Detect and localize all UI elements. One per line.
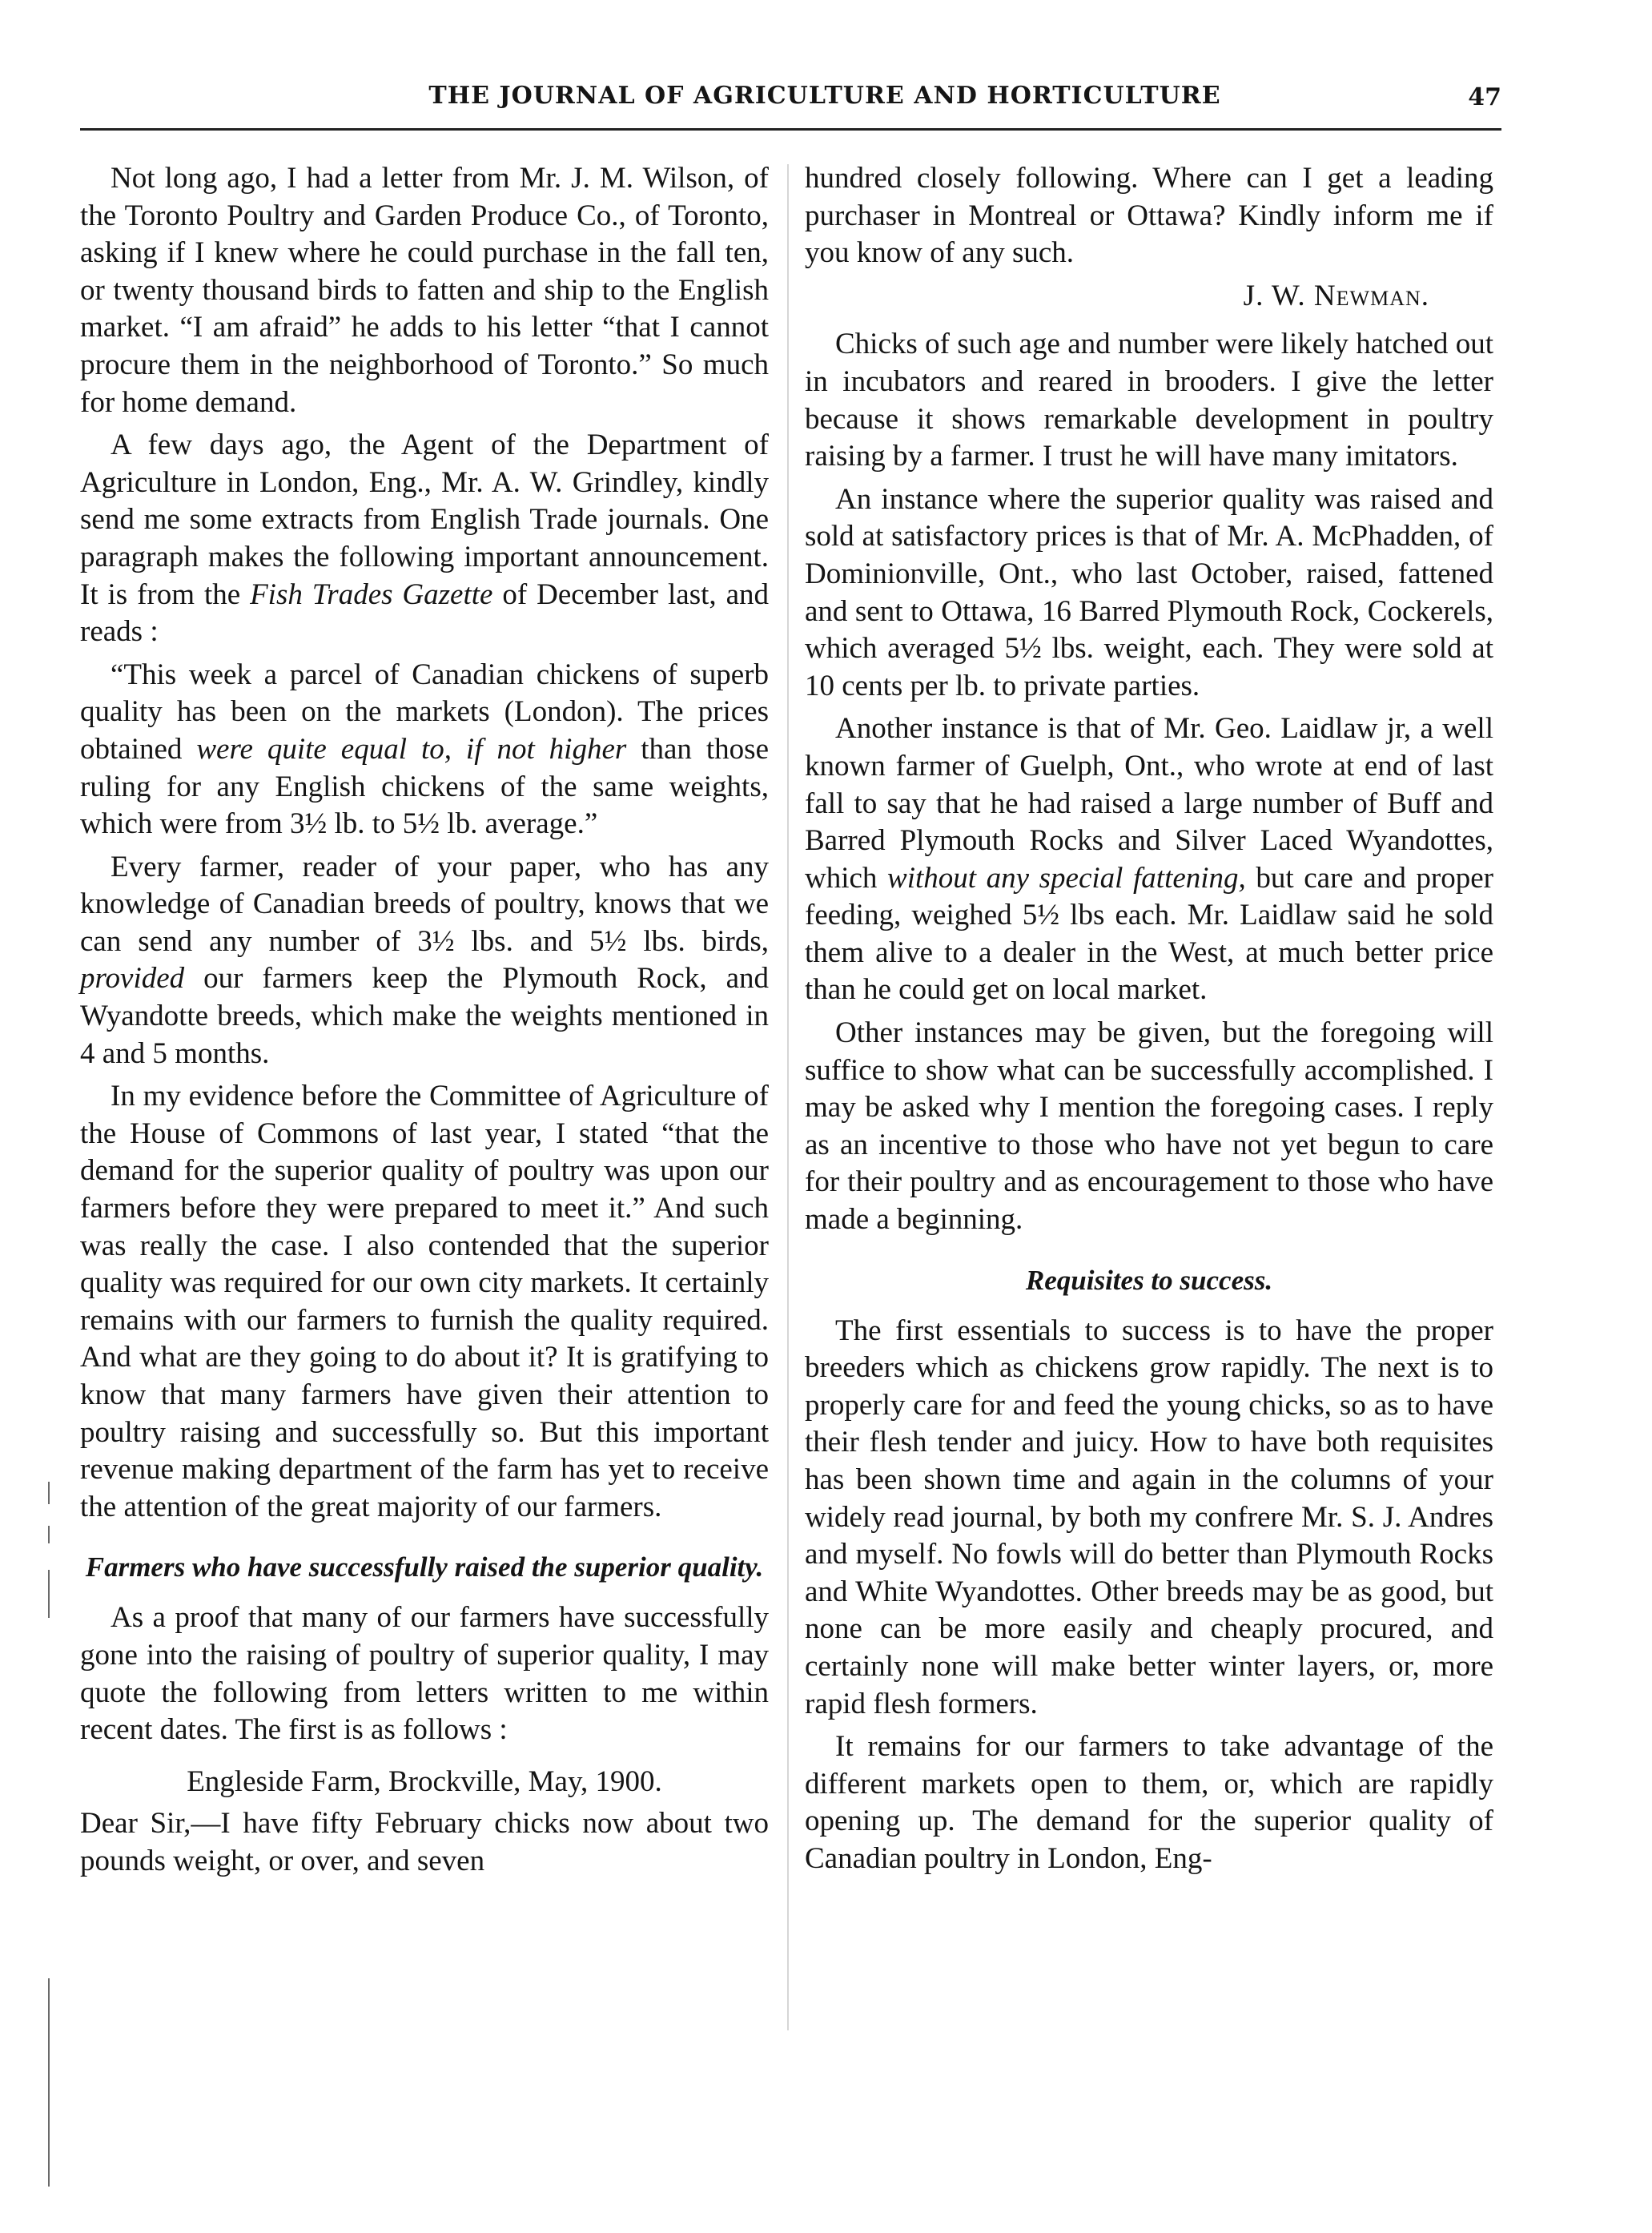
left-column <box>80 160 769 1886</box>
paragraph <box>805 710 1493 1009</box>
emphasis: provided <box>80 962 185 996</box>
section-heading: Requisites to success. <box>1025 1264 1273 1296</box>
paragraph: It remains for our farmers to take advantage of the different markets open to them, or, which are rapidly opening up. The demand for the superior quality of Canadian poultry in London, Eng- <box>805 1730 1493 1875</box>
margin-mark <box>48 1482 50 1504</box>
paragraph: Chicks of such age and number were likely hatched out in incubators and reared in brooders. I give the letter because it shows remarkable development in poultry raising by a farmer. I trust he will have many imitators. <box>805 328 1493 473</box>
paragraph <box>80 427 769 651</box>
text-run: our farmers keep the Plymouth Rock, and Wyandotte breeds, which make the weights mentioned in 4 and 5 months. <box>80 962 769 1070</box>
letter-body: Dear Sir,—I have fifty February chicks now about two pounds weight, or over, and seven <box>80 1807 769 1877</box>
text-run: than those ruling for any English chickens of the same weights, which were from 3½ lb. to 5½ lb. average.” <box>80 732 769 841</box>
right-column <box>805 160 1493 1884</box>
text-run: of December last, and reads : <box>80 577 769 649</box>
header-rule <box>80 128 1501 131</box>
margin-mark <box>48 1526 50 1543</box>
letter-signature <box>805 278 1493 316</box>
emphasis: were quite equal to, if not higher <box>196 732 627 766</box>
paragraph: In my evidence before the Committee of Agriculture of the House of Commons of last year, I stated “that the demand for the superior quality of poultry was upon our farmers before they were prepared to meet it.” And such was really the case. I also contended that the superior quality was required for our own city markets. It certainly remains with our farmers to furnish the quality required. And what are they going to do about it? It is gratifying to know that many farmers have given their attention to poultry raising and successfully so. But this important revenue making department of the farm has yet to receive the attention of the great majority of our farmers. <box>80 1080 769 1523</box>
section-heading: Farmers who have successfully raised the superior quality. <box>85 1551 764 1583</box>
emphasis: without any special fattening, <box>887 861 1246 895</box>
letter-dateline: Engleside Farm, Brockville, May, 1900. <box>187 1764 662 1798</box>
text-run: but care and proper feeding, weighed 5½ lbs each. Mr. Laidlaw said he sold them alive to a dealer in the West, at much better price than he could get on local market. <box>805 861 1493 1007</box>
paragraph: Not long ago, I had a letter from Mr. J. M. Wilson, of the Toronto Poultry and Garden Produce Co., of Toronto, asking if I knew where he could purchase in the fall ten, or twenty thousand birds to fatten and ship to the English market. “I am afraid” he adds to his letter “that I cannot procure them in the neighborhood of Toronto.” So much for home demand. <box>80 162 769 419</box>
running-header <box>80 77 1501 125</box>
page-number: 47 <box>1468 83 1501 111</box>
quotation <box>80 657 769 843</box>
text-run: Every farmer, reader of your paper, who has any knowledge of Canadian breeds of poultry, knows that we can send any number of 3½ lbs. and 5½ lbs. birds, <box>80 850 769 958</box>
paragraph: As a proof that many of our farmers have successfully gone into the raising of poultry of superior quality, I may quote the following from letters written to me within recent dates. The first is as follows : <box>80 1601 769 1747</box>
paragraph: An instance where the superior quality was raised and sold at satisfactory prices is that of Mr. A. McPhadden, of Dominionville, Ont., who last October, raised, fattened and sent to Ottawa, 16 Barred Plymouth Rock, Cockerels, which averaged 5½ lbs. weight, each. They were sold at 10 cents per lb. to private parties. <box>805 482 1493 702</box>
text-run: Another instance is that of Mr. Geo. Laidlaw jr, a well known farmer of Guelph, Ont., who wrote at end of last fall to say that he had raised a large number of Buff and Barred Plymouth Rocks and Silver Laced Wyandottes, which <box>805 712 1493 895</box>
letter-body: hundred closely following. Where can I get a leading purchaser in Montreal or Ottawa? Kindly inform me if you know of any such. <box>805 162 1493 270</box>
paragraph <box>80 849 769 1073</box>
signature-name: J. W. Newman. <box>1243 279 1429 312</box>
publication-title: Fish Trades Gazette <box>250 577 493 611</box>
journal-title: THE JOURNAL OF AGRICULTURE AND HORTICULTURE <box>428 82 1221 110</box>
paragraph: Other instances may be given, but the foregoing will suffice to show what can be successfully accomplished. I may be asked why I mention the foregoing cases. I reply as an incentive to those who have not yet begun to care for their poultry and as encouragement to those who have made a beginning. <box>805 1016 1493 1237</box>
text-run: A few days ago, the Agent of the Department of Agriculture in London, Eng., Mr. A. W. Grindley, kindly send me some extracts from English Trade journals. One paragraph makes the following important announcement. It is from the <box>80 428 769 611</box>
margin-mark <box>48 1570 50 1618</box>
text-run: “This week a parcel of Canadian chickens of superb quality has been on the markets (London). The prices obtained <box>80 658 769 766</box>
paragraph: The first essentials to success is to have the proper breeders which as chickens grow rapidly. The next is to properly care for and feed the young chicks, so as to have their flesh tender and juicy. How to have both requisites has been shown time and again in the columns of your widely read journal, by both my confrere Mr. S. J. Andres and myself. No fowls will do better than Plymouth Rocks and White Wyandottes. Other breeds may be as good, but none can be more easily and cheaply procured, and certainly none will make better winter layers, or, more rapid flesh formers. <box>805 1314 1493 1720</box>
margin-mark <box>48 1978 50 2187</box>
column-divider <box>787 164 789 2030</box>
